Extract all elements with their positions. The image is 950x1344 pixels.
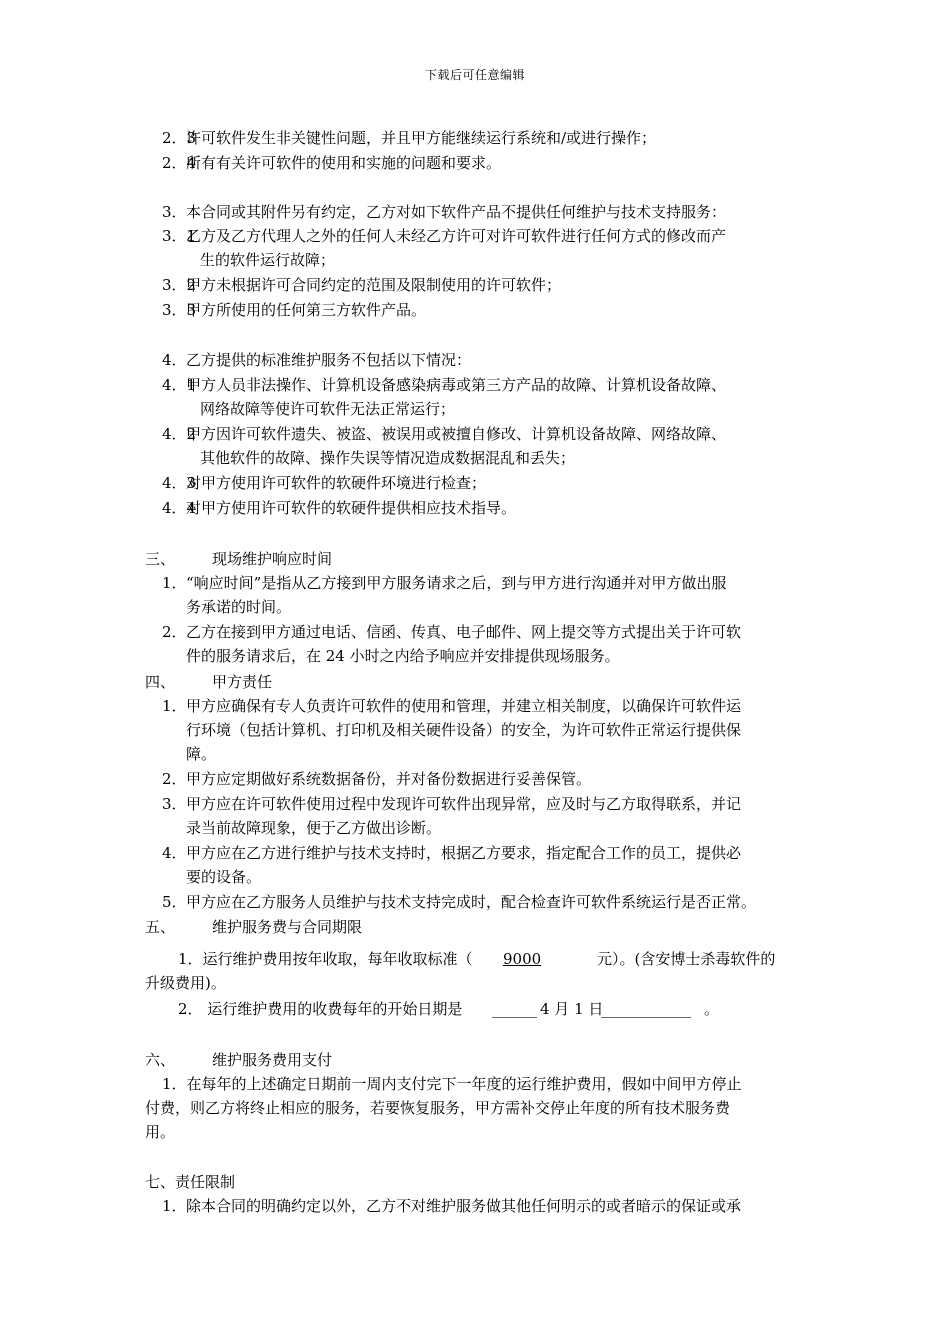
item-text: 甲方应在乙方进行维护与技术支持时，根据乙方要求，指定配合工作的员工，提供必 — [186, 844, 742, 862]
section-title: 现场维护响应时间 — [212, 550, 333, 568]
fee-start-date-gap-1: ______ — [492, 1000, 537, 1018]
section-number: 五、 — [145, 918, 176, 936]
item-text: 录当前故障现象，便于乙方做出诊断。 — [186, 819, 442, 837]
section-number: 三、 — [145, 550, 176, 568]
fee-start-date: 4 月 1 日 — [540, 1000, 604, 1018]
item-text: 甲方应在许可软件使用过程中发现许可软件出现异常，应及时与乙方取得联系，并记 — [186, 795, 742, 813]
item-number: 2．3 — [162, 129, 197, 147]
page-header: 下载后可任意编辑 — [424, 68, 525, 82]
fee-line-1-end: 元）。(含安博士杀毒软件的 — [597, 950, 776, 968]
item-text: 甲方应在乙方服务人员维护与技术支持完成时，配合检查许可软件系统运行是否正常。 — [186, 893, 757, 911]
item-text: 其他软件的故障、操作失误等情况造成数据混乱和丢失； — [200, 449, 576, 467]
section-title: 维护服务费用支付 — [212, 1051, 333, 1069]
item-text: 甲方所使用的任何第三方软件产品。 — [186, 301, 427, 319]
fee-amount: 9000 — [503, 950, 542, 968]
section-title: 甲方责任 — [212, 673, 273, 691]
item-text: 用。 — [145, 1123, 176, 1141]
item-text: 行环境（包括计算机、打印机及相关硬件设备）的安全，为许可软件正常运行提供保 — [186, 721, 742, 739]
item-number: 4． — [162, 351, 187, 369]
item-number: 4．2 — [162, 425, 197, 443]
item-number: 4．4 — [162, 499, 197, 517]
item-number: 3．3 — [162, 301, 197, 319]
item-number: 4．3 — [162, 474, 197, 492]
item-text: 甲方未根据许可合同约定的范围及限制使用的许可软件； — [186, 276, 562, 294]
item-text: “响应时间”是指从乙方接到甲方服务请求之后，到与甲方进行沟通并对甲方做出服 — [186, 574, 727, 592]
item-text: 对甲方使用许可软件的软硬件环境进行检查； — [186, 474, 487, 492]
section-title: 维护服务费与合同期限 — [212, 918, 363, 936]
item-text: 甲方应定期做好系统数据备份，并对备份数据进行妥善保管。 — [186, 770, 592, 788]
item-text: 件的服务请求后，在 24 小时之内给予响应并安排提供现场服务。 — [186, 647, 620, 665]
fee-start-date-gap-2: ____________ — [601, 1000, 691, 1018]
item-text: 甲方应确保有专人负责许可软件的使用和管理，并建立相关制度，以确保许可软件运 — [186, 697, 742, 715]
item-text: 本合同或其附件另有约定，乙方对如下软件产品不提供任何维护与技术支持服务： — [186, 203, 727, 221]
item-number: 3．1 — [162, 227, 197, 245]
item-text: 务承诺的时间。 — [186, 598, 292, 616]
item-number: 3．2 — [162, 276, 197, 294]
fee-line-1-start: 1．运行维护费用按年收取，每年收取标准（ — [178, 950, 473, 968]
item-number: 1． — [162, 574, 187, 592]
item-number: 2． — [162, 623, 187, 641]
fee-start-date-label: 2． 运行维护费用的收费每年的开始日期是 — [178, 1000, 463, 1018]
item-number: 4． — [162, 844, 187, 862]
fee-line-2-text: 升级费用)。 — [145, 974, 226, 992]
item-text: 七、责任限制 — [145, 1173, 236, 1191]
item-text: 甲方人员非法操作、计算机设备感染病毒或第三方产品的故障、计算机设备故障、 — [186, 376, 727, 394]
item-text: 对甲方使用许可软件的软硬件提供相应技术指导。 — [186, 499, 517, 517]
item-text: 所有有关许可软件的使用和实施的问题和要求。 — [186, 154, 502, 172]
item-text: 生的软件运行故障； — [200, 251, 336, 269]
item-text: 1．在每年的上述确定日期前一周内支付完下一年度的运行维护费用，假如中间甲方停止 — [162, 1075, 742, 1093]
item-number: 2． — [162, 770, 187, 788]
section-number: 四、 — [145, 673, 176, 691]
item-text: 乙方及乙方代理人之外的任何人未经乙方许可对许可软件进行任何方式的修改而产 — [186, 227, 727, 245]
item-text: 障。 — [186, 745, 217, 763]
fee-start-date-end: 。 — [704, 1000, 720, 1018]
item-number: 5． — [162, 893, 187, 911]
item-text: 许可软件发生非关键性问题，并且甲方能继续运行系统和/或进行操作； — [186, 129, 657, 147]
item-text: 乙方在接到甲方通过电话、信函、传真、电子邮件、网上提交等方式提出关于许可软 — [186, 623, 742, 641]
item-number: 2．4 — [162, 154, 197, 172]
item-number: 1． — [162, 1197, 187, 1215]
item-number: 4．1 — [162, 376, 197, 394]
item-text: 除本合同的明确约定以外，乙方不对维护服务做其他任何明示的或者暗示的保证或承 — [186, 1197, 742, 1215]
section-number: 六、 — [145, 1051, 176, 1069]
item-text: 网络故障等使许可软件无法正常运行； — [200, 400, 456, 418]
item-text: 付费，则乙方将终止相应的服务，若要恢复服务，甲方需补交停止年度的所有技术服务费 — [145, 1099, 731, 1117]
item-number: 3． — [162, 795, 187, 813]
item-number: 1． — [162, 697, 187, 715]
item-text: 乙方提供的标准维护服务不包括以下情况： — [186, 351, 472, 369]
item-number: 3． — [162, 203, 187, 221]
item-text: 甲方因许可软件遗失、被盗、被误用或被擅自修改、计算机设备故障、网络故障、 — [186, 425, 727, 443]
item-text: 要的设备。 — [186, 868, 262, 886]
